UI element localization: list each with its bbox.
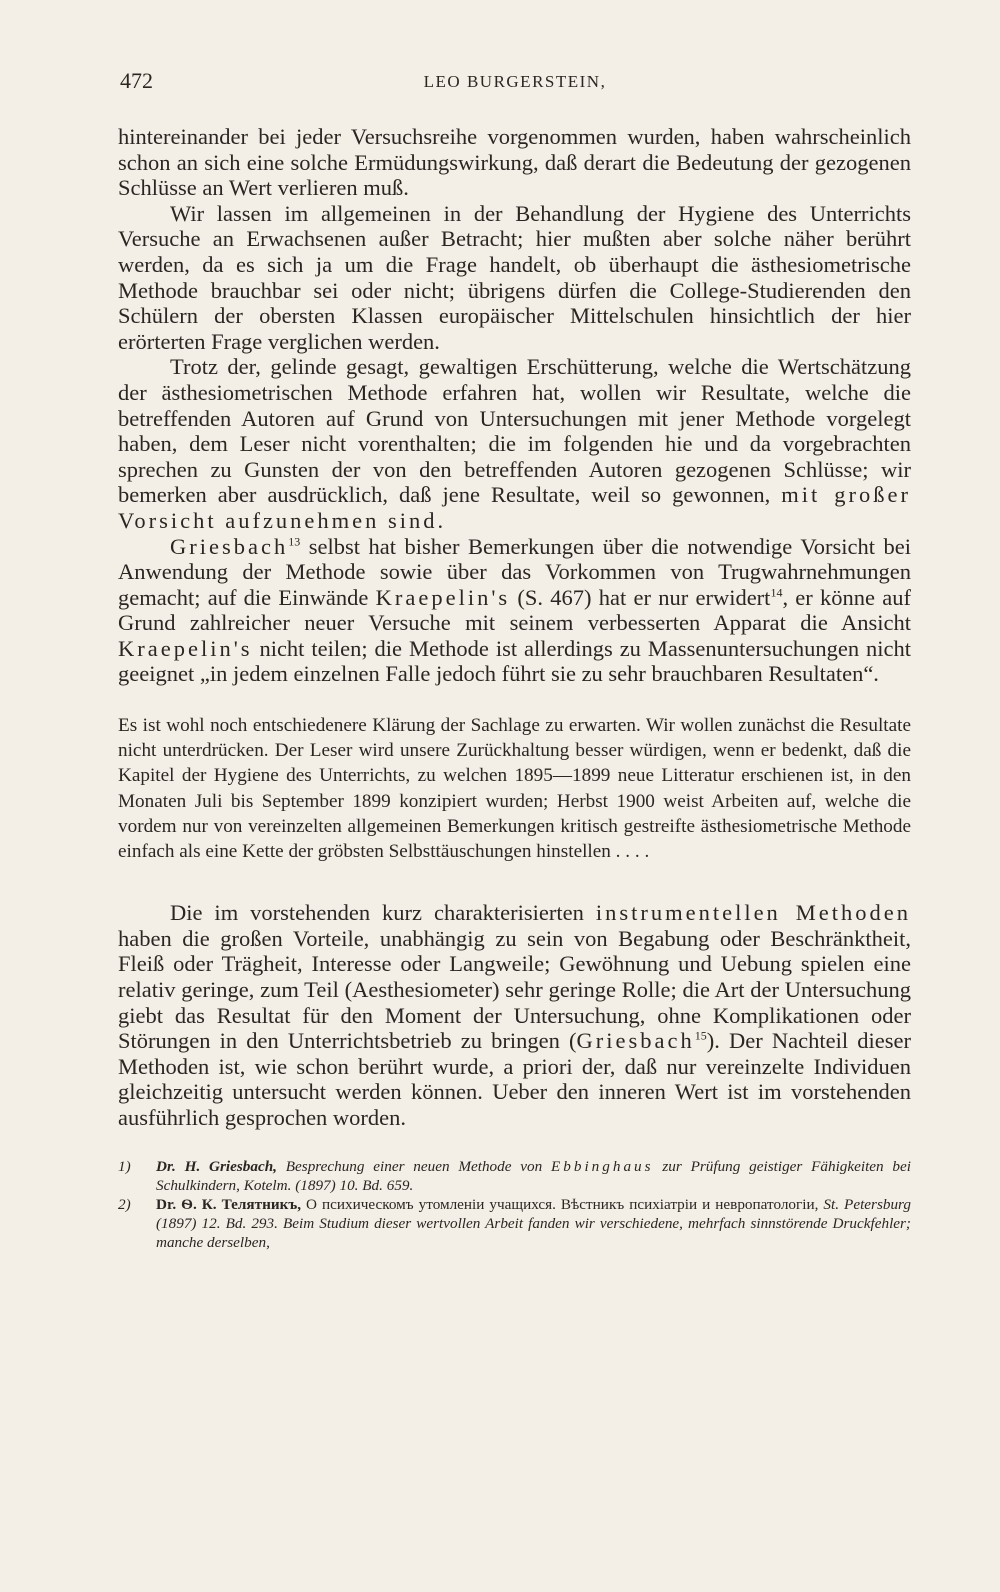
paragraph-5-text: ). Der Nachteil dieser Methoden ist, wie schon berührt wurde, a priori der, daß nur vereinzelte Individuen gleichzeitig untersucht werden können. Ueber den inneren Wert ist im vorstehenden ausführlich gesprochen worden.: [118, 1028, 911, 1131]
running-title: LEO BURGERSTEIN,: [423, 72, 607, 91]
reference-mark: 13: [288, 534, 301, 548]
footnote-text: [156, 1157, 911, 1195]
paragraph-4-text: (S. 467) hat er nur erwidert: [510, 584, 771, 610]
paragraph-4-text: selbst hat bisher Bemerkungen über die notwendige Vorsicht bei Anwendung der Methode sowie über das Vorkommen von Trugwahrnehmungen gemacht; auf die Einwände: [118, 533, 911, 610]
footnote-author: Dr. Ѳ. К. Телятникъ,: [156, 1195, 302, 1213]
footnote-body: St. Petersburg (1897) 12. Bd. 293. Beim Studium dieser wertvollen Arbeit fanden wir verschiedene, mehrfach sinnstörende Druckfehler; manche derselben,: [156, 1195, 911, 1251]
block-quote: Es ist wohl noch entschiedenere Klärung der Sachlage zu erwarten. Wir wollen zunächst die Resultate nicht unterdrücken. Der Leser wird unsere Zurückhaltung besser würdigen, wenn er bedenkt, daß die Kapitel der Hygiene des Unterrichts, zu welchen 1895—1899 neue Litteratur erschienen ist, in den Monaten Juli bis September 1899 konzipiert wurden; Herbst 1900 weist Arbeiten auf, welche die vordem nur von vereinzelten allgemeinen Bemerkungen kritisch gestreifte ästhesiometrische Methode einfach als eine Kette der gröbsten Selbsttäuschungen hinstellen . . . .: [118, 715, 911, 863]
footnote-mark: 2): [118, 1195, 131, 1213]
paragraph-4: [118, 534, 911, 688]
footnote-body: Besprechung einer neuen Methode von: [276, 1157, 551, 1175]
page-body: [118, 124, 911, 1252]
page-header: [120, 68, 910, 98]
author-name: Kraepelin's: [118, 635, 253, 661]
paragraph-2: Wir lassen im allgemeinen in der Behandlung der Hygiene des Unterrichts Versuche an Erwachsenen außer Betracht; hier mußten aber solche näher berührt werden, da es sich ja um die Frage handelt, ob überhaupt die ästhesiometrische Methode brauchbar sei oder nicht; übrigens dürfen die College-Studierenden den Schülern der obersten Klassen europäischer Mittelschulen hinsichtlich der hier erörterten Frage verglichen werden.: [118, 200, 911, 354]
footnotes: [118, 1157, 911, 1252]
paragraph-4-text: , er könne auf Grund zahlreicher neuer Versuche mit seinem verbesserten Apparat die Ansicht: [118, 584, 911, 636]
paragraph-1: hintereinander bei jeder Versuchsreihe vorgenommen wurden, haben wahrscheinlich schon an sich eine solche Ermüdungswirkung, daß derart die Bedeutung der gezogenen Schlüsse an Wert verlieren muß.: [118, 124, 911, 201]
footnote: [118, 1195, 911, 1252]
footnote-mark: 1): [118, 1157, 131, 1175]
reference-mark: 14: [770, 585, 783, 600]
paragraph-5-text: haben die großen Vorteile, unabhängig zu sein von Begabung oder Beschränktheit, Fleiß oder Trägheit, Interesse oder Langweile; Gewöhnung und Uebung spielen eine relativ geringe, zum Teil (Aesthesiometer) sehr geringe Rolle; die Art der Untersuchung giebt das Resultat für den Moment der Untersuchung, ohne Komplikationen oder Störungen in den Unterrichtsbetrieb zu bringen (: [118, 925, 911, 1054]
paragraph-3: [118, 354, 911, 533]
footnote-name: Ebbinghaus: [551, 1157, 654, 1175]
emphasis-spaced: instrumentellen Methoden: [595, 900, 911, 926]
author-name: Kraepelin's: [375, 584, 511, 610]
paragraph-5-text: Die im vorstehenden kurz charakterisierten: [170, 900, 596, 926]
paragraph-3-text: Trotz der, gelinde gesagt, gewaltigen Erschütterung, welche die Wertschätzung der ästhesiometrischen Methode erfahren hat, wollen wir Resultate, welche die betreffenden Autoren auf Grund von Untersuchungen mit jener Methode vorgelegt haben, dem Leser nicht vorenthalten; die im folgenden hie und da vorgebrachten sprechen zu Gunsten der von den betreffenden Autoren gezogenen Schlüsse; wir bemerken aber ausdrücklich, daß jene Resultate, weil so gewonnen,: [118, 354, 911, 508]
page-number: 472: [120, 68, 153, 93]
footnote: [118, 1157, 911, 1195]
author-name: Griesbach: [576, 1028, 695, 1054]
paragraph-4-text: nicht teilen; die Methode ist allerdings zu Massenuntersuchungen nicht geeignet „in jedem einzelnen Falle jedoch führt sie zu sehr brauchbaren Resultaten“.: [118, 635, 911, 687]
footnote-body: О психическомъ утомленіи учащихся. Вѣстникъ психіатріи и невропатологіи,: [301, 1195, 819, 1213]
footnote-body: zur Prüfung geistiger Fähigkeiten bei Schulkindern, Kotelm. (1897) 10. Bd. 659.: [156, 1157, 911, 1194]
author-name: Griesbach: [170, 533, 289, 559]
footnote-text: [156, 1195, 911, 1252]
footnote-author: Dr. H. Griesbach,: [156, 1157, 277, 1175]
reference-mark: 15: [694, 1028, 707, 1043]
emphasis-spaced: mit großer Vorsicht aufzunehmen sind.: [118, 482, 911, 533]
paragraph-5: [118, 900, 911, 1130]
